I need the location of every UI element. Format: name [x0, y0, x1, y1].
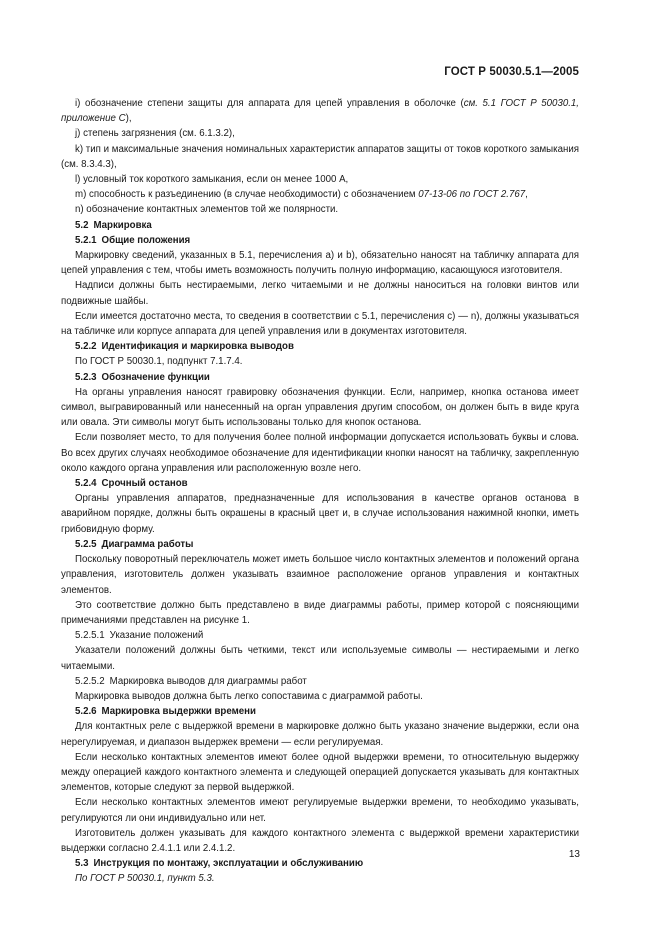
- paragraph: Поскольку поворотный переключатель может иметь большое число контактных элементов и положений органа управления, изготовитель должен указывать взаимное расположение органов управления и контактных элементов.: [61, 554, 579, 596]
- paragraph: По ГОСТ Р 50030.1, пункт 5.3.: [75, 873, 215, 885]
- page-number: 13: [568, 849, 580, 860]
- section-heading-5-2-5: 5.2.5 Диаграмма работы: [75, 538, 194, 550]
- paragraph: Если несколько контактных элементов имеют регулируемые выдержки времени, то необходимо указывать, регулируются ли они индивидуально или нет.: [61, 797, 579, 824]
- list-item-l: l) условный ток короткого замыкания, если он менее 1000 А,: [75, 174, 349, 186]
- section-heading-5-2-5-2: 5.2.5.2 Маркировка выводов для диаграммы работ: [75, 675, 307, 687]
- section-heading-5-2-3: 5.2.3 Обозначение функции: [75, 371, 210, 383]
- paragraph: Надписи должны быть нестираемыми, легко читаемыми и не должны наноситься на головки винтов или подвижные шайбы.: [61, 280, 579, 307]
- section-heading-5-2-6: 5.2.6 Маркировка выдержки времени: [75, 706, 256, 718]
- paragraph: Если несколько контактных элементов имеют более одной выдержки времени, то относительную выдержку между операцией каждого контактного элемента и следующей операцией допускается указывать для контактных элементов, которые следуют за первой выдержкой.: [61, 751, 579, 794]
- list-item-j: j) степень загрязнения (см. 6.1.3.2),: [75, 128, 235, 140]
- paragraph: Это соответствие должно быть представлено в виде диаграммы работы, пример которой с поясняющими примечаниями представлен на рисунке 1.: [61, 599, 579, 626]
- section-heading-5-2-4: 5.2.4 Срочный останов: [75, 478, 188, 490]
- document-body: [61, 96, 579, 887]
- paragraph: Указатели положений должны быть четкими, текст или используемые символы — нестираемыми и легко читаемыми.: [61, 645, 579, 672]
- standard-designation: ГОСТ Р 50030.5.1—2005: [444, 66, 579, 78]
- section-heading-5-3: 5.3 Инструкция по монтажу, эксплуатации и обслуживанию: [75, 858, 364, 870]
- section-heading-5-2-5-1: 5.2.5.1 Указание положений: [75, 630, 204, 642]
- paragraph: Изготовитель должен указывать для каждого контактного элемента с выдержкой времени характеристики выдержки согласно 2.4.1.1 или 2.4.1.2.: [61, 827, 579, 854]
- list-item-i: i) обозначение степени защиты для аппарата для цепей управления в оболочке (см. 5.1 ГОСТ Р 50030.1, приложение С),: [61, 98, 579, 125]
- paragraph: Маркировка выводов должна быть легко сопоставима с диаграммой работы.: [75, 690, 423, 702]
- paragraph: Для контактных реле с выдержкой времени в маркировке должно быть указано значение выдержки, если она нерегулируемая, и диапазон выдержек времени — если регулируемая.: [61, 721, 579, 748]
- section-heading-5-2: 5.2 Маркировка: [75, 219, 152, 231]
- list-item-n: n) обозначение контактных элементов той же полярности.: [75, 204, 339, 216]
- paragraph: На органы управления наносят гравировку обозначения функции. Если, например, кнопка останова имеет символ, выгравированный или нанесенный на орган управления другим способом, он должен быть в виде круга или овала. Эти символы могут быть использованы только для кнопок останова.: [61, 386, 579, 429]
- paragraph: Органы управления аппаратов, предназначенные для использования в качестве органов останова в аварийном порядке, должны быть окрашены в красный цвет и, в случае использования нажимной кнопки, иметь грибовидную форму.: [61, 493, 579, 535]
- section-heading-5-2-1: 5.2.1 Общие положения: [75, 234, 191, 246]
- list-item-k: k) тип и максимальные значения номинальных характеристик аппаратов защиты от токов короткого замыкания (см. 8.3.4.3),: [61, 143, 579, 170]
- paragraph: Если позволяет место, то для получения более полной информации допускается использовать буквы и слова. Во всех других случаях необходимое обозначение для идентификации кнопки наносят на табличку, закрепленную около каждого органа управления или расположенную возле него.: [61, 432, 579, 474]
- paragraph: Если имеется достаточно места, то сведения в соответствии с 5.1, перечисления с) — n), должны указываться на табличке или корпусе аппарата для цепей управления или в документах изготовителя.: [61, 310, 579, 338]
- list-item-m: m) способность к разъединению (в случае необходимости) с обозначением 07-13-06 по ГОСТ 2.767,: [75, 189, 528, 201]
- section-heading-5-2-2: 5.2.2 Идентификация и маркировка выводов: [75, 341, 294, 353]
- paragraph: Маркировку сведений, указанных в 5.1, перечисления а) и b), обязательно наносят на табличку аппарата для цепей управления с тем, чтобы иметь возможность получить полную информацию, касающуюся изготовителя.: [61, 250, 579, 277]
- paragraph: По ГОСТ Р 50030.1, подпункт 7.1.7.4.: [75, 356, 243, 368]
